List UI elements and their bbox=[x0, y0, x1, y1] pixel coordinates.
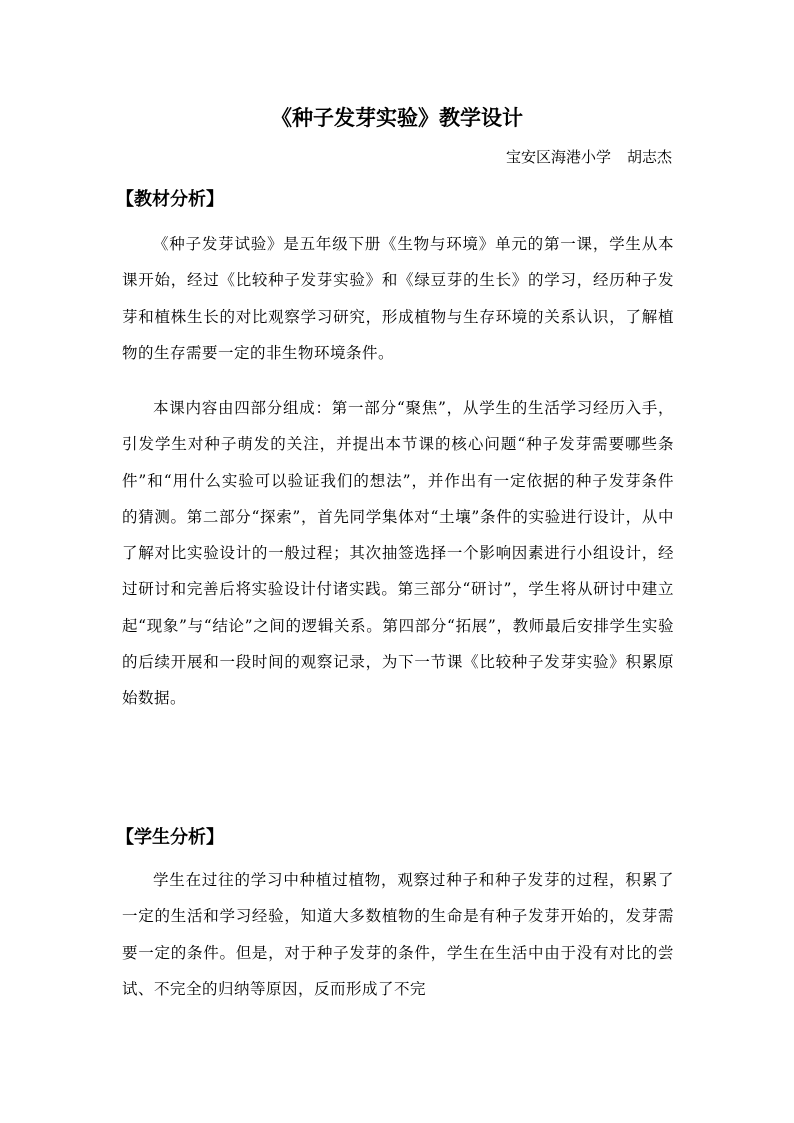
paragraph-lesson-structure: 本课内容由四部分组成：第一部分“聚焦”，从学生的生活学习经历入手，引发学生对种子萌发的关注，并提出本节课的核心问题“种子发芽需要哪些条件”和“用什么实验可以验证我们的想法”，并作出有一定依据的种子发芽条件的猜测。第二部分“探索”，首先同学集体对“土壤”条件的实验进行设计，从中了解对比实验设计的一般过程；其次抽签选择一个影响因素进行小组设计，经过研讨和完善后将实验设计付诸实践。第三部分“研讨”，学生将从研讨中建立起“现象”与“结论”之间的逻辑关系。第四部分“拓展”，教师最后安排学生实验的后续开展和一段时间的观察记录，为下一节课《比较种子发芽实验》积累原始数据。 bbox=[122, 399, 674, 708]
author-name: 胡志杰 bbox=[626, 148, 672, 166]
author-line bbox=[506, 145, 672, 169]
author-school: 宝安区海港小学 bbox=[505, 148, 611, 166]
paragraph-student-analysis: 学生在过往的学习中种植过植物，观察过种子和种子发芽的过程，积累了一定的生活和学习经验，知道大多数植物的生命是有种子发芽开始的，发芽需要一定的条件。但是，对于种子发芽的条件，学生在生活中由于没有对比的尝试、不完全的归纳等原因，反而形成了不完 bbox=[122, 871, 674, 998]
document-title: 《种子发芽实验》教学设计 bbox=[271, 106, 523, 130]
paragraph-textbook-intro: 《种子发芽试验》是五年级下册《生物与环境》单元的第一课，学生从本课开始，经过《比较种子发芽实验》和《绿豆芽的生长》的学习，经历种子发芽和植株生长的对比观察学习研究，形成植物与生存环境的关系认识，了解植物的生存需要一定的非生物环境条件。 bbox=[122, 235, 674, 362]
section-heading-textbook-analysis: 【教材分析】 bbox=[116, 189, 224, 210]
section-heading-student-analysis: 【学生分析】 bbox=[116, 827, 224, 848]
